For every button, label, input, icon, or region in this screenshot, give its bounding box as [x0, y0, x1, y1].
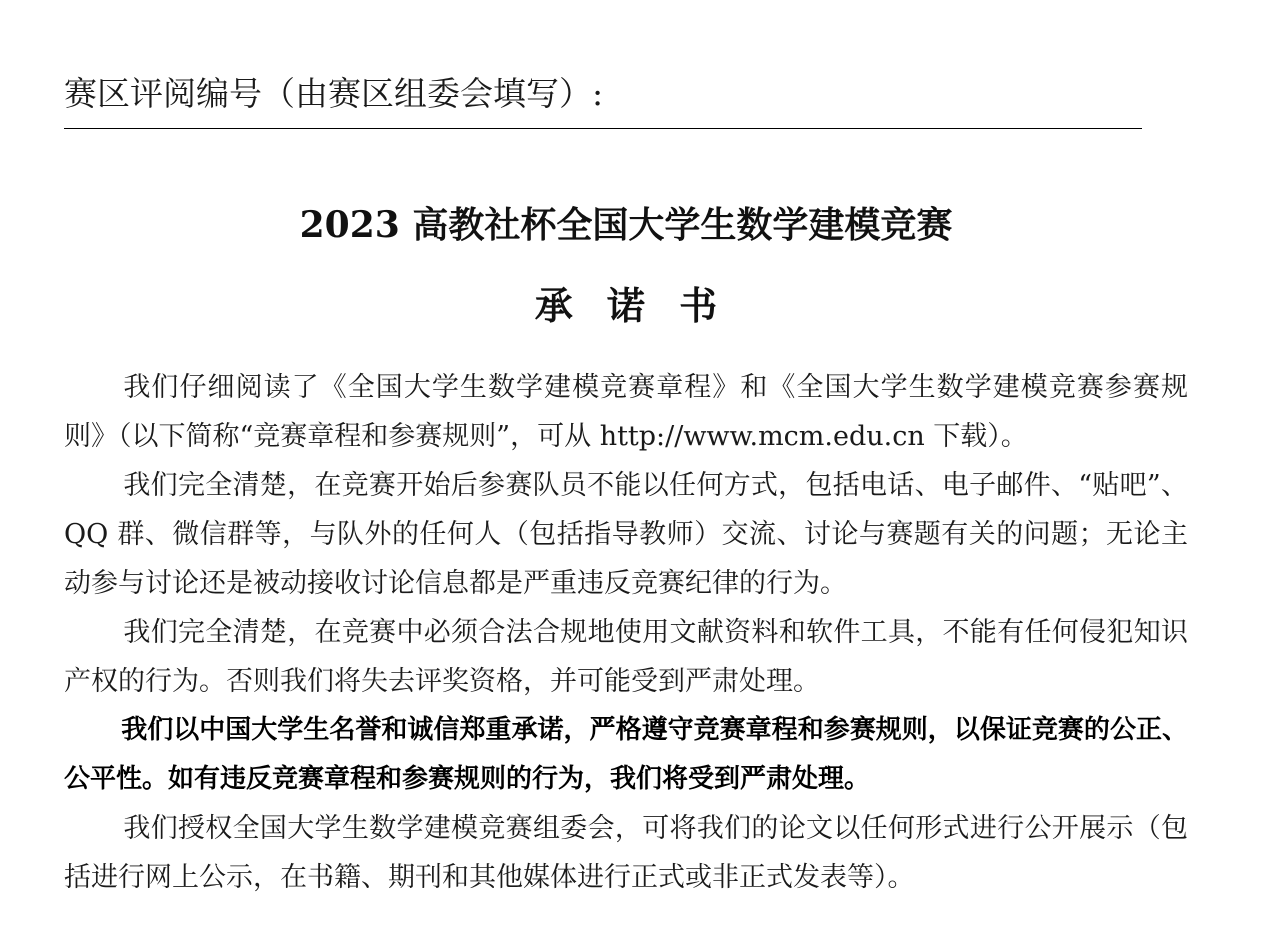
- document-subtitle: 承诺书: [534, 283, 752, 328]
- paragraph-legal-use: 我们完全清楚，在竞赛中必须合法合规地使用文献资料和软件工具，不能有任何侵犯知识产权的行为。否则我们将失去评奖资格，并可能受到严肃处理。: [64, 617, 1188, 697]
- review-number-fill-line: [64, 128, 1142, 129]
- paragraph-publication-authorization: 我们授权全国大学生数学建模竞赛组委会，可将我们的论文以任何形式进行公开展示（包括进行网上公示，在书籍、期刊和其他媒体进行正式或非正式发表等）。: [64, 813, 1188, 893]
- paragraph-integrity-pledge: 我们以中国大学生名誉和诚信郑重承诺，严格遵守竞赛章程和参赛规则，以保证竞赛的公正、公平性。如有违反竞赛章程和参赛规则的行为，我们将受到严肃处理。: [64, 715, 1188, 794]
- document-title: 2023 高教社杯全国大学生数学建模竞赛: [299, 204, 953, 246]
- document-page: [64, 0, 1188, 927]
- document-body: [64, 363, 1188, 902]
- review-number-label: 赛区评阅编号（由赛区组委会填写）:: [64, 74, 604, 113]
- paragraph-rules-read: 我们仔细阅读了《全国大学生数学建模竞赛章程》和《全国大学生数学建模竞赛参赛规则》（以下简称“竞赛章程和参赛规则”，可从 http://www.mcm.edu.cn 下载）。: [64, 372, 1188, 452]
- paragraph-no-communication: 我们完全清楚，在竞赛开始后参赛队员不能以任何方式，包括电话、电子邮件、“贴吧”、QQ 群、微信群等，与队外的任何人（包括指导教师）交流、讨论与赛题有关的问题；无论主动参与讨论还是被动接收讨论信息都是严重违反竞赛纪律的行为。: [64, 470, 1188, 599]
